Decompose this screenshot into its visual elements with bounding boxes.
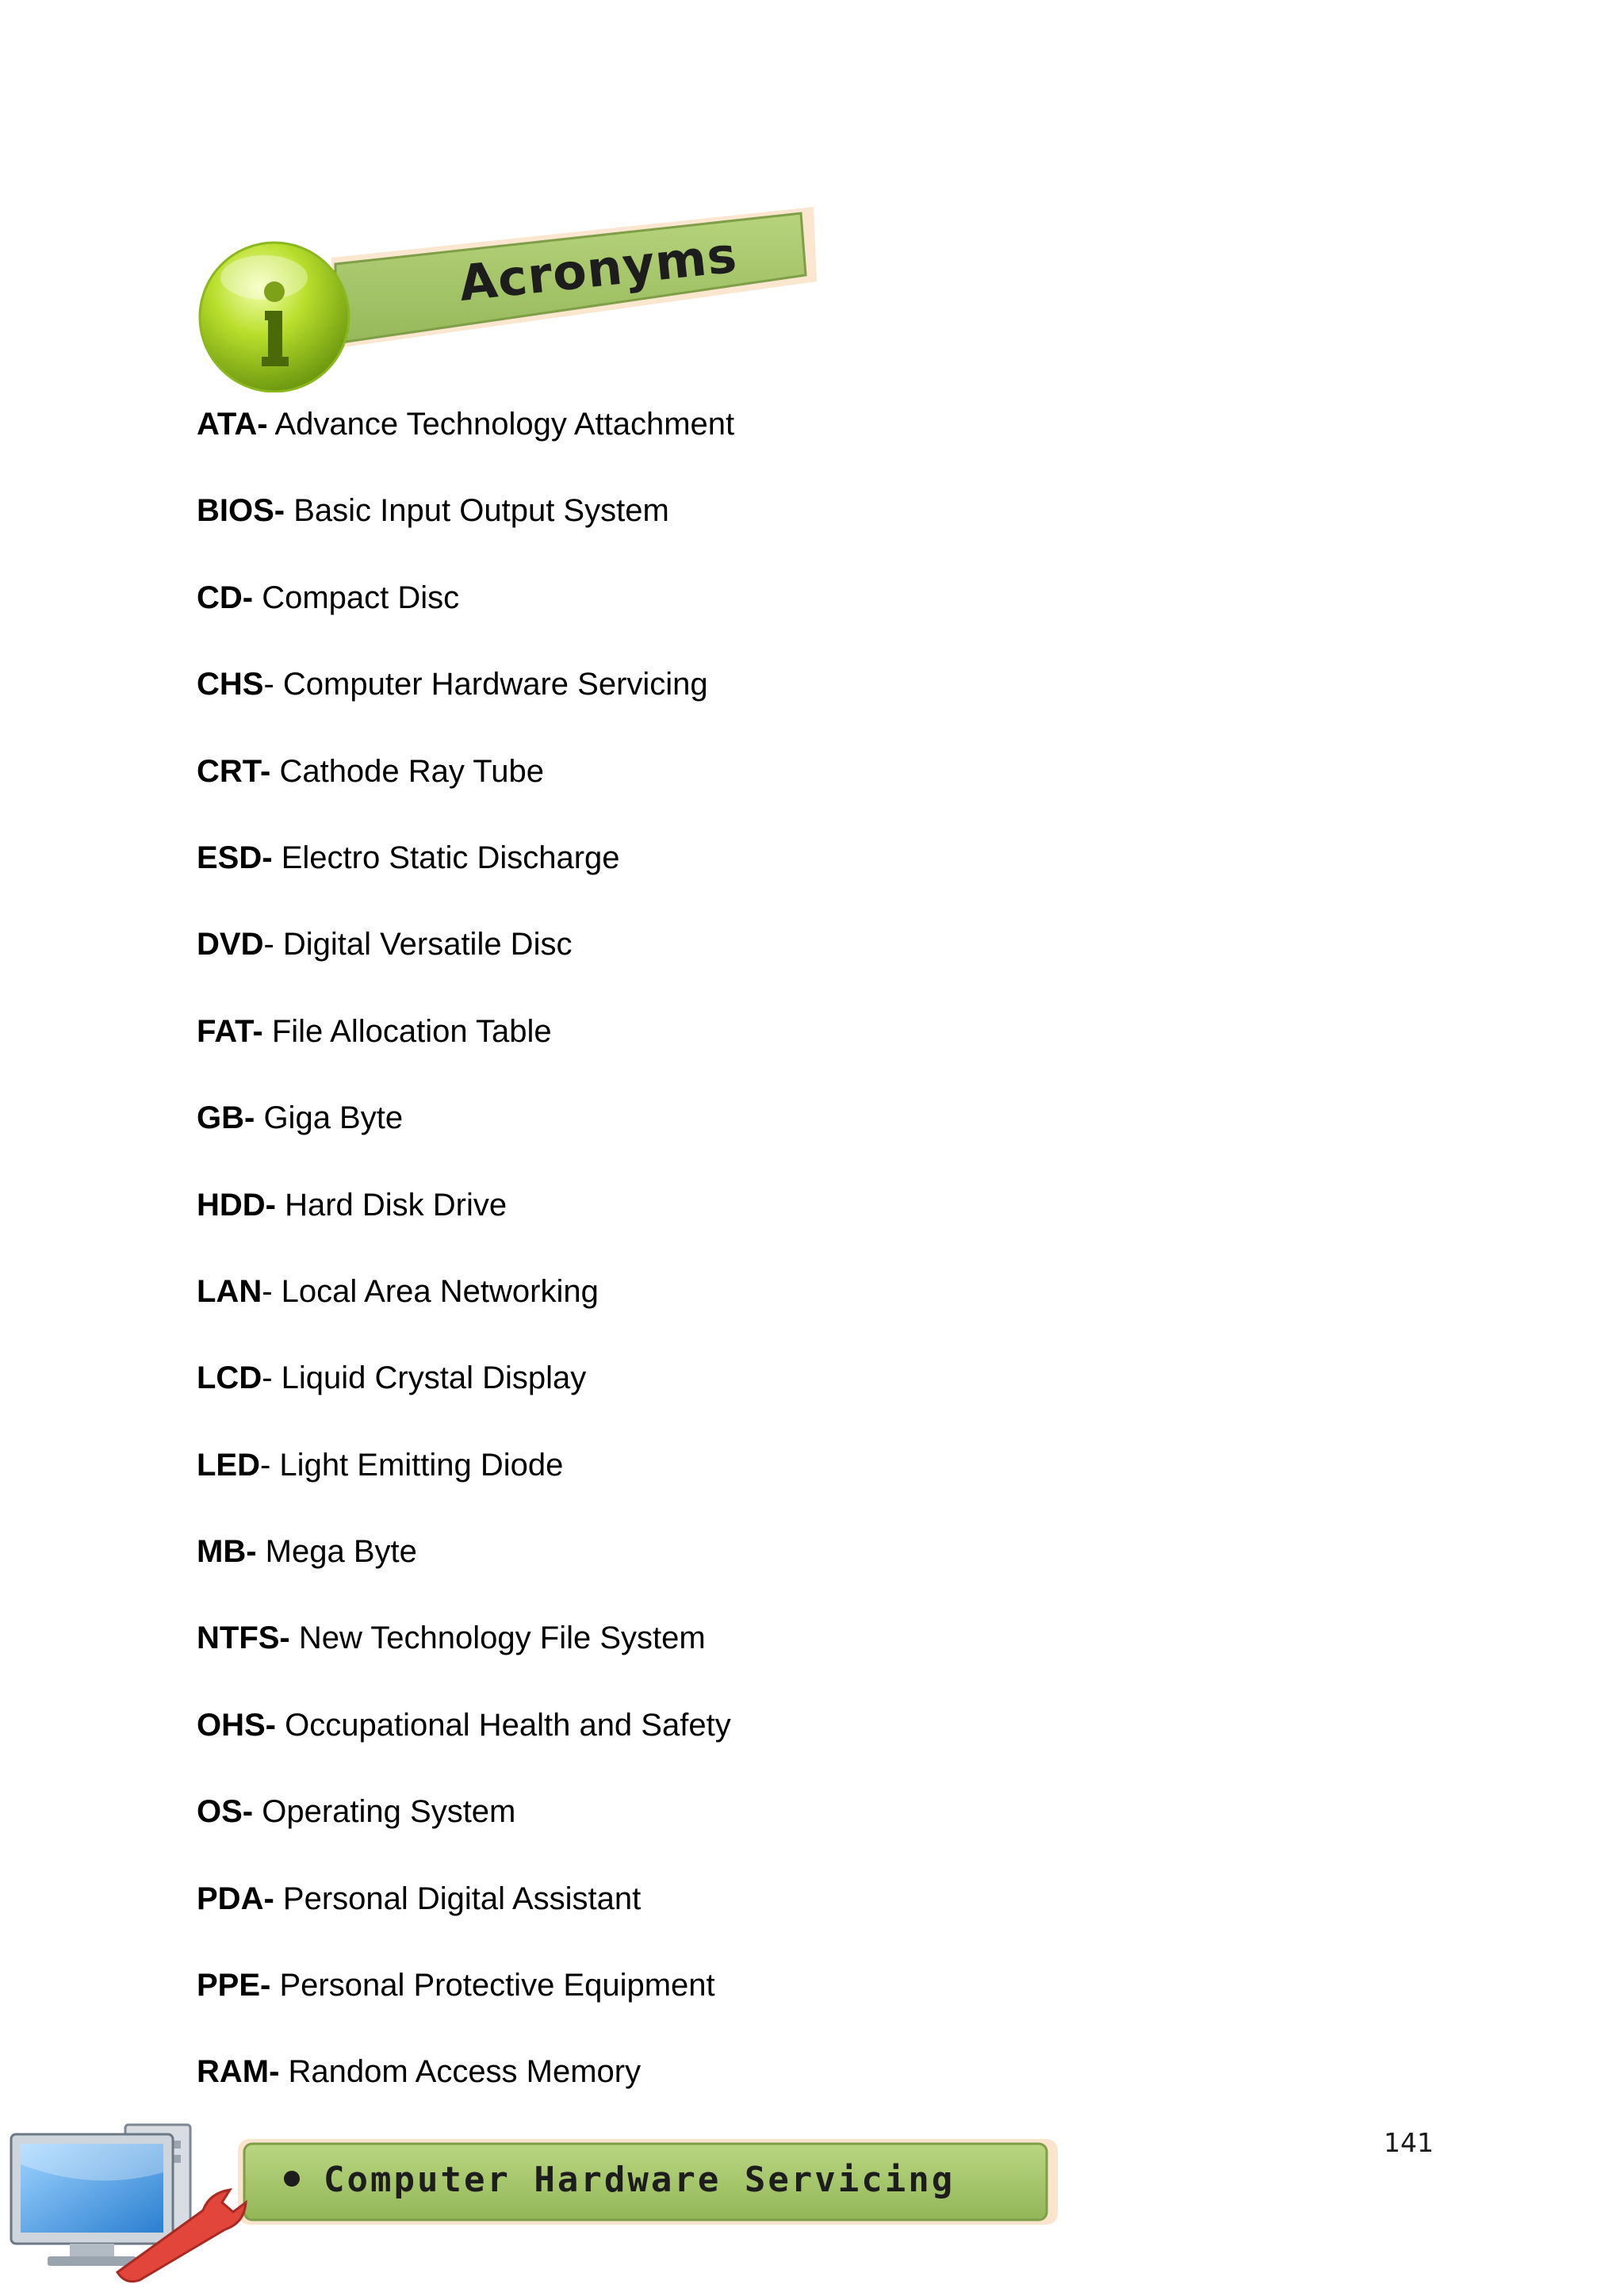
acronym-definition: Personal Digital Assistant — [274, 1881, 642, 1916]
acronym-definition: Occupational Health and Safety — [276, 1707, 731, 1743]
computer-wrench-icon — [6, 2117, 324, 2283]
page-title: Acronyms — [456, 225, 741, 312]
acronym-abbr: GB- — [197, 1100, 255, 1136]
acronym-abbr: CRT- — [197, 753, 271, 789]
acronym-abbr: OS- — [197, 1794, 254, 1830]
acronym-item — [197, 1094, 734, 1181]
acronym-item — [197, 400, 734, 487]
page-number: 141 — [1384, 2127, 1434, 2158]
acronym-item — [197, 920, 734, 1007]
acronym-abbr: CHS — [197, 667, 264, 702]
acronym-item — [197, 1181, 734, 1268]
acronym-abbr: PDA- — [197, 1881, 274, 1916]
acronym-item — [197, 834, 734, 920]
acronym-abbr: LED — [197, 1447, 260, 1483]
acronym-list — [197, 400, 734, 2135]
acronym-abbr: ESD- — [197, 840, 273, 875]
acronym-abbr: LCD — [197, 1360, 262, 1396]
acronym-definition: New Technology File System — [289, 1621, 706, 1656]
acronym-item — [197, 574, 734, 660]
acronym-definition: Compact Disc — [253, 580, 460, 615]
acronym-definition: Giga Byte — [255, 1100, 404, 1136]
acronyms-header-banner — [197, 202, 823, 392]
acronym-item — [197, 1441, 734, 1528]
acronym-item — [197, 748, 734, 834]
acronym-definition: - Digital Versatile Disc — [263, 927, 573, 962]
acronym-definition: Hard Disk Drive — [275, 1187, 508, 1223]
acronym-definition: Random Access Memory — [279, 2054, 642, 2090]
acronym-definition: - Computer Hardware Servicing — [263, 667, 708, 702]
acronym-abbr: CD- — [197, 580, 254, 615]
acronym-definition: - Light Emitting Diode — [260, 1447, 564, 1483]
acronym-abbr: BIOS- — [197, 493, 285, 529]
acronym-definition: - Local Area Networking — [262, 1273, 599, 1309]
acronym-definition: Electro Static Discharge — [272, 840, 620, 875]
acronym-item — [197, 1701, 734, 1788]
footer-title: Computer Hardware Servicing — [324, 2160, 956, 2200]
acronym-definition: File Allocation Table — [262, 1013, 552, 1049]
acronym-definition: Cathode Ray Tube — [270, 753, 544, 789]
acronym-item — [197, 1875, 734, 1961]
acronym-abbr: LAN — [197, 1273, 262, 1309]
acronym-item — [197, 1008, 734, 1094]
acronym-abbr: PPE- — [197, 1968, 271, 2003]
acronym-definition: Mega Byte — [256, 1534, 417, 1570]
footer-banner — [6, 2117, 1061, 2283]
acronym-abbr: RAM- — [197, 2054, 280, 2090]
acronym-item — [197, 1354, 734, 1441]
acronym-abbr: ATA- — [197, 407, 268, 442]
acronym-item — [197, 1528, 734, 1614]
acronym-abbr: DVD — [197, 927, 264, 962]
acronym-abbr: OHS- — [197, 1707, 276, 1743]
acronym-item — [197, 1788, 734, 1874]
acronym-item — [197, 1961, 734, 2048]
acronym-abbr: HDD- — [197, 1187, 276, 1223]
acronym-definition: Basic Input Output System — [285, 493, 669, 529]
info-icon — [259, 277, 290, 373]
acronym-abbr: NTFS- — [197, 1621, 290, 1656]
acronym-item — [197, 660, 734, 747]
acronym-item — [197, 1268, 734, 1354]
acronym-definition: - Liquid Crystal Display — [262, 1360, 587, 1396]
acronym-definition: Operating System — [253, 1794, 516, 1830]
acronym-abbr: FAT- — [197, 1013, 263, 1049]
acronym-abbr: MB- — [197, 1534, 257, 1570]
acronym-item — [197, 487, 734, 573]
acronym-definition: Advance Technology Attachment — [267, 407, 735, 442]
acronym-item — [197, 1614, 734, 1701]
acronym-definition: Personal Protective Equipment — [270, 1968, 715, 2003]
